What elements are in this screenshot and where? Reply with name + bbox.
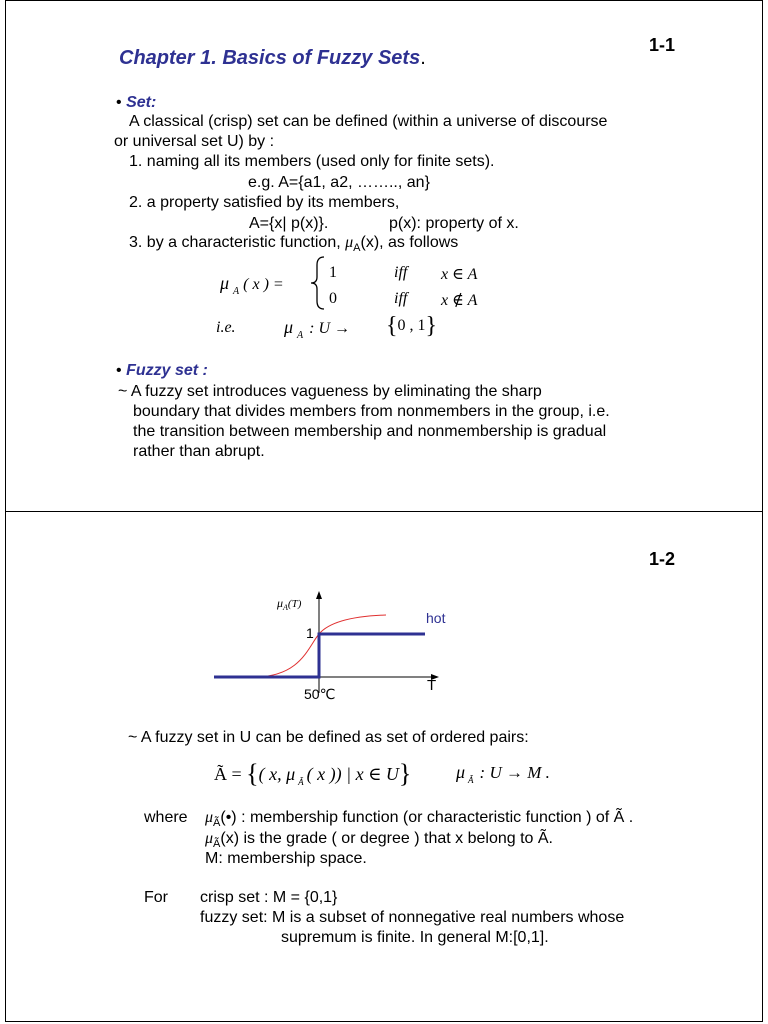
crisp-membership-line [214,634,425,677]
fuzzy-line-1: ~ A fuzzy set introduces vagueness by eliminating the sharp [118,383,542,400]
equation-lhs: μ $_A$ ( x ) = [220,273,284,297]
case-1-condition: iff [394,264,408,281]
set-definition-line-1: A classical (crisp) set can be defined (within a universe of discourse [129,113,608,130]
method-item-1: 1. naming all its members (used only for finite sets). [129,153,495,170]
membership-plot [206,587,456,697]
one-tick-label: 1 [306,625,314,641]
case-2-relation: x ∉ A [441,292,478,309]
method-item-3: 3. by a characteristic function, $\mu_A(x)$, as follows [129,234,459,254]
case-1-relation: x ∈ A [441,266,478,283]
method-item-1-example: e.g. A={a1, a2, …….., an} [248,174,430,191]
chapter-title: Chapter 1. Basics of Fuzzy Sets. [119,47,426,69]
method-item-2-formula: A={x| p(x)}. [249,215,329,232]
set-bullet: • Set: [116,94,157,111]
page-number: 1-2 [649,549,676,569]
page-number: 1-1 [649,35,676,55]
crisp-set-space: crisp set : M = {0,1} [200,889,338,906]
fuzzy-line-4: rather than abrupt. [133,443,265,460]
where-line-1: $\mu_Ã(•)$ : membership function (or characteristic function ) of Ã . [205,809,634,829]
fuzzy-set-space-line-2: supremum is finite. In general M:[0,1]. [281,929,549,946]
where-line-2: $\mu_Ã(x)$ is the grade ( or degree ) that x belong to Ã. [205,830,553,850]
fuzzy-bullet: • Fuzzy set : [116,362,208,379]
where-line-3: M: membership space. [205,850,367,867]
slide-1-2 [5,511,763,1022]
ie-label: i.e. [216,319,236,336]
fuzzy-line-3: the transition between membership and nonmembership is gradual [133,423,607,440]
method-item-2-note: p(x): property of x. [389,215,519,232]
set-definition-line-2: or universal set U) by : [114,133,275,150]
for-label: For [144,889,168,906]
mapping-codomain: {0 , 1} [386,313,438,339]
fuzzy-set-space-line-1: fuzzy set: M is a subset of nonnegative real numbers whose [200,909,625,926]
method-item-2: 2. a property satisfied by its members, [129,194,400,211]
definition-line: ~ A fuzzy set in U can be defined as set of ordered pairs: [128,729,529,746]
x-axis-label: T [427,677,437,694]
equation-2-lhs: Ã = {( x, μ $_Ã$ ( x )) | x ∈ U} [214,759,412,788]
equation-2-mapping: μ $_Ã$ : U → M . [456,762,550,785]
case-2-condition: iff [394,290,408,307]
fuzzy-heading: Fuzzy set : [126,362,208,379]
fuzzy-line-2: boundary that divides members from nonmembers in the group, i.e. [133,403,610,420]
mapping-lhs: μ $_A$ : U → [284,317,351,341]
case-1-value: 1 [329,264,337,281]
left-brace-icon [309,255,329,311]
hot-label: hot [426,610,446,626]
y-axis-arrow-icon [316,591,322,599]
where-label: where [144,809,188,826]
case-2-value: 0 [329,290,337,307]
slide-1-1 [5,0,763,512]
y-axis-label: $\mu_A(T)$ [277,596,302,612]
set-heading: Set: [126,94,157,111]
fuzzy-membership-curve [256,615,386,677]
threshold-label: 50℃ [304,686,336,702]
